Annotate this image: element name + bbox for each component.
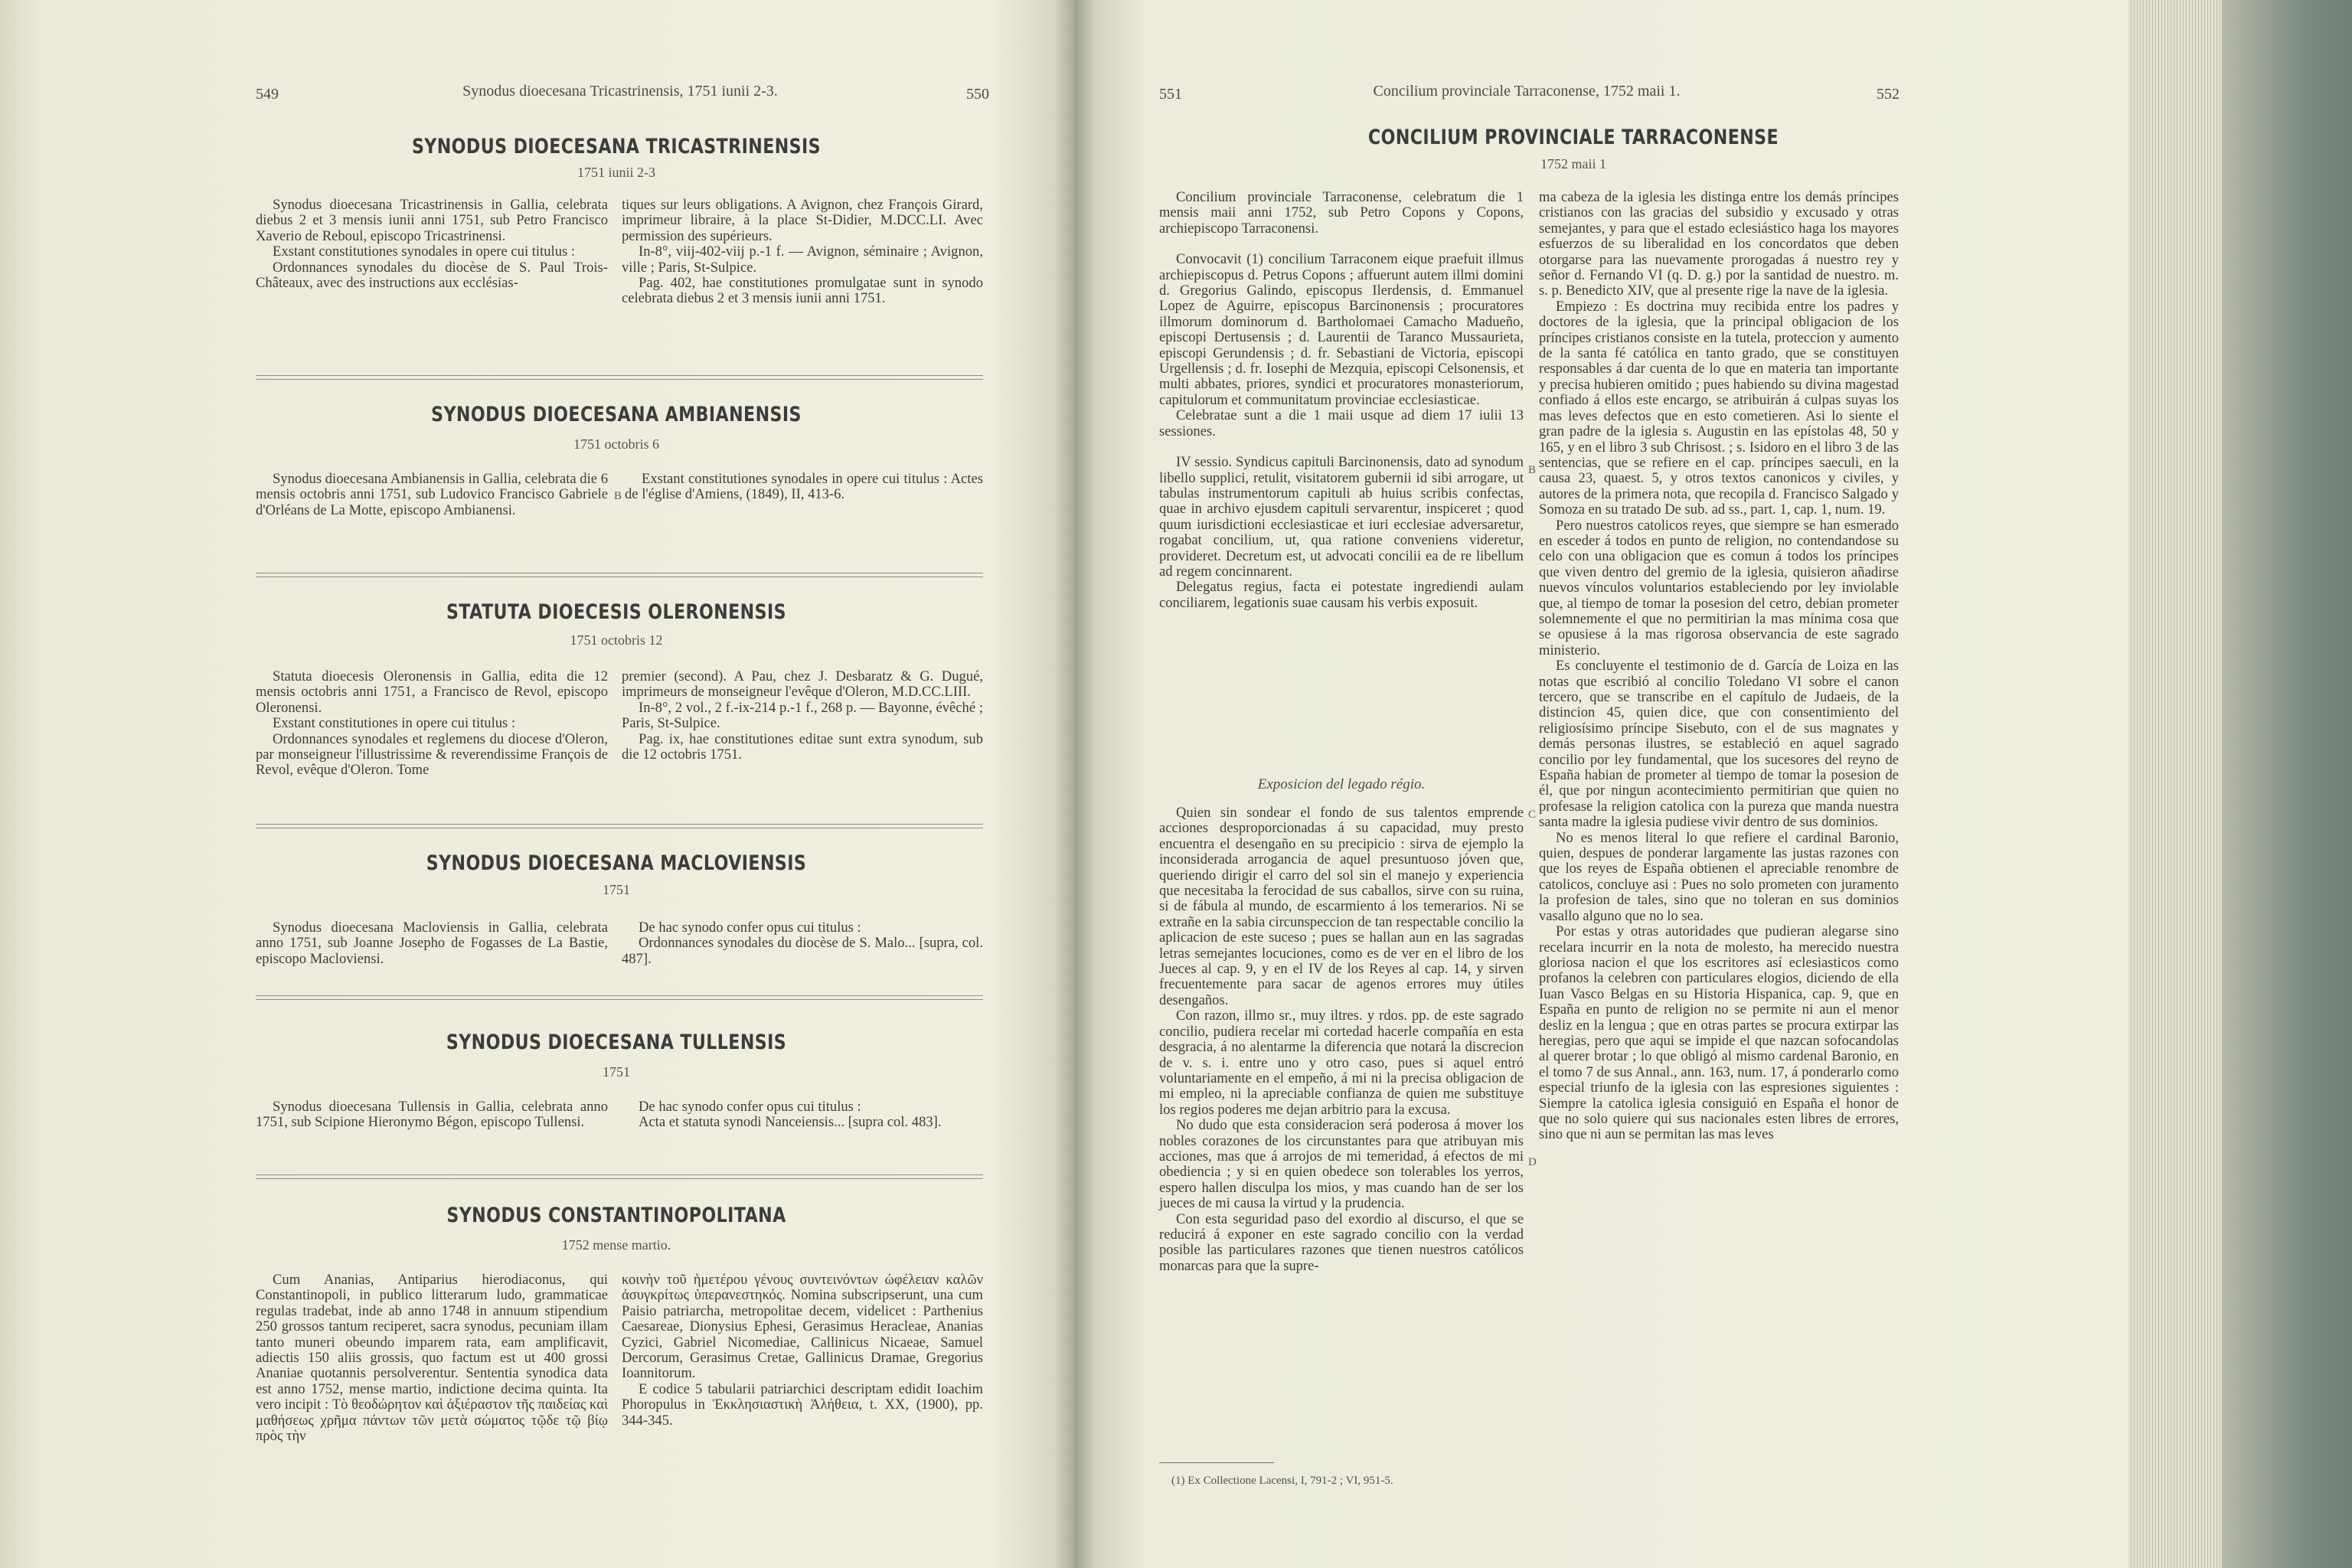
paragraph: Exstant constitutiones synodales in opere cui titulus : xyxy=(273,243,576,260)
section-date: 1751 octobris 12 xyxy=(570,632,663,648)
text-column xyxy=(256,472,608,518)
margin-letter: C xyxy=(1528,808,1537,821)
section-title: SYNODUS CONSTANTINOPOLITANA xyxy=(446,1204,786,1227)
section-title: STATUTA DIOECESIS OLERONENSIS xyxy=(446,600,786,624)
paragraph: IV sessio. Syndicus capituli Barcinonensis, dato ad synodum libello supplici, retulit, visitatorem gubernii id sibi arrogare, ut tabulas instrumentorum capituli ab huius scribis confectas, quae in archivo ejusdem capituli servarentur, inspiceret ; quod quum iurisdictioni ecclesiasticae et iuri ecclesiae adversaretur, rogabat concilium, ut, qua ratione conveniens videretur, provideret. Decretum est, ut advocati concilii ea de re libellum ad regem concinnarent. xyxy=(1159,454,1524,580)
text-column xyxy=(256,669,608,779)
text-column xyxy=(622,1099,983,1131)
paragraph: Pag. 402, hae constitutiones promulgatae sunt in synodo celebrata diebus 2 et 3 mensis iunii anni 1751. xyxy=(622,275,983,307)
paragraph: premier (second). A Pau, chez J. Desbaratz & G. Dugué, imprimeurs de monseigneur l'evêque d'Oleron, M.D.CC.LIII. xyxy=(622,668,983,701)
section-title: SYNODUS DIOECESANA MACLOVIENSIS xyxy=(426,851,807,875)
section-divider xyxy=(256,573,983,577)
paragraph: Delegatus regius, facta ei potestate ingrediendi aulam conciliarem, legationis suae causam his verbis exposuit. xyxy=(1159,579,1524,611)
footnote: (1) Ex Collectione Lacensi, I, 791-2 ; VI, 951-5. xyxy=(1171,1475,1393,1487)
margin-letter: B xyxy=(614,490,622,502)
margin-letter: B xyxy=(1528,464,1537,476)
paragraph: Acta et statuta synodi Nanceiensis... [supra col. 483]. xyxy=(639,1114,942,1131)
text-column xyxy=(622,920,983,967)
section-date: 1752 maii 1 xyxy=(1540,156,1606,172)
text-column xyxy=(256,198,608,291)
margin-letter: D xyxy=(1528,1156,1537,1168)
section-title: SYNODUS DIOECESANA AMBIANENSIS xyxy=(431,403,802,426)
paragraph: Concilium provinciale Tarraconense, celebratum die 1 mensis maii anni 1752, sub Petro Copons y Copons, archiepiscopo Tarraconensi. xyxy=(1159,189,1524,237)
paragraph: κοινὴν τοῦ ἡμετέρου γένους συντεινόντων ὠφέλειαν καλῶν ἀσυγκρίτως ὑπερανεστηκός. Nomina subscripserunt, una cum Paisio patriarcha, metropolitae decem, videlicet : Parthenius Caesareae, Dionysius Ephesi, Gerasimus Heracleae, Ananias Cyzici, Gabriel Nicomediae, Callinicus Nicaeae, Samuel Dercorum, Gerasimus Cretae, Gallinicus Dramae, Gregorius Ioannitorum. xyxy=(622,1272,983,1382)
section-title: CONCILIUM PROVINCIALE TARRACONENSE xyxy=(1367,126,1779,149)
paragraph: De hac synodo confer opus cui titulus : xyxy=(639,920,861,936)
paragraph: Pero nuestros catolicos reyes, que siempre se han esmerado en esceder á todos en punto de religion, no contendandose su celo con una obligacion que es comun á todos los príncipes que viven dentro del gremio de la iglesia, quisieron añadirse nuevos vínculos voluntarios estableciendo por ley inviolable que, al tiempo de tomar la posesion del cetro, debian prometer solemnemente el que no permitirian la mas mínima cosa que se opusiese á la mas rigorosa observancia de este sagrado ministerio. xyxy=(1539,517,1899,658)
paragraph: Es concluyente el testimonio de d. García de Loiza en las notas que escribió al concilio Toledano VI sobre el canon tercero, que se transcribe en el capítulo de Judaeis, de la distincion 45, quien dice, que con consentimiento del religiosísimo príncipe Sisebuto, con el de sus magnates y demás personas ilustres, se estableció en aquel sagrado concilio por ley fundamental, que los sucesores del reyno de España habian de prometer al tiempo de tomar la posesion de él, que por ningun acontecimiento permitirian que quien no profesase la religion catolica con la pureza que manda nuestra santa madre la iglesia pudiese vivir dentro de sus dominios. xyxy=(1539,658,1899,831)
section-title: SYNODUS DIOECESANA TULLENSIS xyxy=(446,1031,787,1054)
running-head: Synodus dioecesana Tricastrinensis, 1751 iunii 2-3. xyxy=(462,83,778,100)
footnote-rule xyxy=(1159,1462,1274,1463)
paragraph: Con razon, illmo sr., muy iltres. y rdos. pp. de este sagrado concilio, pudiera recelar mi cortedad hacerle compañía en esta desgracia, á no alentarme la diferencia que notará la discrecion de v. s. i. entre uno y otro caso, pues si aquel entró voluntariamente en el empeño, á mi ni la precisa obligacion de mi empleo, ni la apreciable confianza de quien me substituye los regios poderes me dejan arbitrio para la excusa. xyxy=(1159,1008,1524,1118)
paragraph: E codice 5 tabularii patriarchici descriptam edidit Ioachim Phoropulus in Ἐκκλησιαστικὴ Ἀλήθεια, t. XX, (1900), pp. 344-345. xyxy=(622,1380,983,1429)
paragraph: Convocavit (1) concilium Tarraconem eique praefuit illmus archiepiscopus d. Petrus Copons ; affuerunt autem illmi domini d. Gregorius Galindo, episcopus Ilerdensis, d. Emmanuel Lopez de Aguirre, episcopus Barcinonensis ; procuratores illmorum dominorum d. Bartholomaei Camacho Madueño, episcopi Dertusensis ; d. Laurentii de Taranco Mussaurieta, episcopi Gerundensis ; d. fr. Sebastiani de Victoria, episcopi Urgellensis ; d. fr. Iosephi de Mezquia, episcopi Celsonensis, et multi abbates, priores, syndici et procuratores monasteriorum, capitulorum et communitatum provinciae ecclesiasticae. xyxy=(1159,251,1524,408)
page-number-552: 552 xyxy=(1877,86,1900,103)
section-divider xyxy=(256,995,983,1000)
page-number-549: 549 xyxy=(256,86,279,103)
text-column xyxy=(256,1272,608,1444)
page-number-550: 550 xyxy=(966,86,989,103)
paragraph: In-8°, 2 vol., 2 f.-ix-214 p.-1 f., 268 p. — Bayonne, évêché ; Paris, St-Sulpice. xyxy=(622,699,983,732)
paragraph: Empiezo : Es doctrina muy recibida entre los padres y doctores de la iglesia, que la principal obligacion de los príncipes cristianos consiste en la tutela, proteccion y aumento de la santa fé católica en tanto grado, que se constituyen responsables á dar cuenta de lo que en materia tan importante y precisa hubieren omitido ; pues habiendo su divina magestad confiado á ellos este encargo, se atribuirán á culpas suyas los mas leves defectos que en esto cometieren. Asi lo siente el gran padre de la iglesia s. Augustin en las epístolas 48, 50 y 165, y en el libro 3 sub Chrisost. ; s. Isidoro en el libro 3 de las sentencias, que se refiere en el cap. príncipes saeculi, en la causa 23, quaest. 5, y otros textos canonicos y civiles, y autores de la primera nota, que recopila d. Francisco Salgado y Somoza en su tratado De sub. ad ss., part. 1, cap. 1, num. 19. xyxy=(1539,298,1899,518)
text-column xyxy=(622,198,983,307)
section-date: 1751 iunii 2-3 xyxy=(577,165,655,180)
section-date: 1752 mense martio. xyxy=(561,1237,671,1253)
section-title: SYNODUS DIOECESANA TRICASTRINENSIS xyxy=(411,135,822,158)
paragraph: Ordonnances synodales du diocèse de S. Malo... [supra, col. 487]. xyxy=(622,935,983,967)
section-date: 1751 xyxy=(603,1064,630,1080)
paragraph: No dudo que esta consideracion será poderosa á mover los nobles corazones de los circunstantes para que atribuyan mis acciones, mas que á arrojos de mi temeridad, á efectos de mi obediencia ; y si en quien obedece son tolerables los yerros, espero hallen disculpa los mios, y mas cuando han de ser los jueces de mi causa la virtud y la prudencia. xyxy=(1159,1117,1524,1212)
paragraph: Con esta seguridad paso del exordio al discurso, el que se reducirá á exponer en este sagrado concilio con la verdad posible las particulares razones que tienen nuestros católicos monarcas para que la supre- xyxy=(1159,1210,1524,1274)
page-edges xyxy=(2128,0,2352,1568)
paragraph: Exstant constitutiones synodales in opere cui titulus : Actes de l'église d'Amiens, (1849), II, 413-6. xyxy=(625,471,983,503)
text-column xyxy=(256,920,608,967)
text-column xyxy=(622,1272,983,1429)
running-head: Concilium provinciale Tarraconense, 1752 maii 1. xyxy=(1373,83,1681,100)
paragraph: De hac synodo confer opus cui titulus : xyxy=(639,1099,861,1115)
paragraph: Synodus dioecesana Tricastrinensis in Gallia, celebrata diebus 2 et 3 mensis iunii anni 1751, sub Petro Francisco Xaverio de Reboul, episcopo Tricastrinensi. xyxy=(256,197,608,244)
text-column xyxy=(625,472,983,503)
paragraph: No es menos literal lo que refiere el cardinal Baronio, quien, despues de ponderar largamente las justas razones con que los reyes de España obtienen el apreciable renombre de catolicos, concluye asi : Pues no solo prometen con juramento la profesion de tales, sino que no toleran en sus dominios vasallo alguno que no lo sea. xyxy=(1539,829,1899,924)
subsection-title: Exposicion del legado régio. xyxy=(1257,776,1426,792)
paragraph: Ordonnances synodales et reglemens du diocese d'Oleron, par monseigneur l'illustrissime & reverendissime François de Revol, evêque d'Oleron. Tome xyxy=(256,730,608,779)
paragraph: Exstant constitutiones in opere cui titulus : xyxy=(273,715,516,732)
paragraph: Statuta dioecesis Oleronensis in Gallia, edita die 12 mensis octobris anni 1751, a Francisco de Revol, episcopo Oleronensi. xyxy=(256,668,608,716)
paragraph: Synodus dioecesana Macloviensis in Gallia, celebrata anno 1751, sub Joanne Josepho de Fogasses de La Bastie, episcopo Macloviensi. xyxy=(256,920,608,967)
text-column xyxy=(622,669,983,763)
paragraph: tiques sur leurs obligations. A Avignon, chez François Girard, imprimeur libraire, à la place St-Didier, M.DCC.LI. Avec permission des supérieurs. xyxy=(622,197,983,244)
section-date: 1751 octobris 6 xyxy=(573,436,659,452)
paragraph: Synodus dioecesana Tullensis in Gallia, celebrata anno 1751, sub Scipione Hieronymo Bégon, episcopo Tullensi. xyxy=(256,1099,608,1131)
section-divider xyxy=(256,1174,983,1179)
section-divider xyxy=(256,375,983,380)
paragraph: In-8°, viij-402-viij p.-1 f. — Avignon, séminaire ; Avignon, ville ; Paris, St-Sulpice. xyxy=(622,243,983,276)
page-number-551: 551 xyxy=(1159,86,1182,103)
text-column xyxy=(256,1099,608,1131)
paragraph: Pag. ix, hae constitutiones editae sunt extra synodum, sub die 12 octobris 1751. xyxy=(622,730,983,763)
text-column xyxy=(1159,805,1524,1274)
paragraph: Cum Ananias, Antiparius hierodiaconus, qui Constantinopoli, in publico litterarum ludo, grammaticae regulas tradebat, inde ab anno 1748 in annuum stipendium 250 grossos tantum reciperet, sacra synodus, pecuniam illam tanto muneri obeundo imparem rata, eam amplificavit, adiectis 150 aliis grossis, quo factum est ut 400 grossi Ananiae quotannis persolverentur. Sententia synodica data est anno 1752, mense martio, indictione decima quinta. Ita vero incipit : Τὸ θεοδώρητον καὶ ἀξιέραστον τῆς παιδείας καὶ μαθήσεως χρῆμα πάντων τῶν μετὰ σώματος τῷδε τῷ βίῳ πρὸς τὴν xyxy=(256,1272,608,1445)
paragraph: Ordonnances synodales du diocèse de S. Paul Trois-Châteaux, avec des instructions aux ecclésias- xyxy=(256,259,608,292)
paragraph: Quien sin sondear el fondo de sus talentos emprende acciones desproporcionadas á su capacidad, muy presto encuentra el desengaño en su precipicio : sirva de ejemplo la inconsiderada arrogancia de aquel presuntuoso jóven que, queriendo dirigir el carro del sol sin el manejo y experiencia que necesitaba la ferocidad de sus caballos, sirve con su ruina, si de fábula al mundo, de escarmiento á los temerarios. Ni se extrañe en la sabia circunspeccion de tan respectable concilio la aplicacion de este suceso ; pues se hallan aun en las sagradas letras semejantes locuciones, como es de ver en el libro de los Jueces al cap. 9, y en el IV de los Reyes al cap. 14, y sirven frecuentemente para sacar de agenos errores muy útiles desengaños. xyxy=(1159,805,1524,1008)
paragraph: ma cabeza de la iglesia les distinga entre los demás príncipes cristianos con las gracias del subsidio y excusado y otras semejantes, y para que el estado eclesiástico haga los mayores esfuerzos de su liberalidad en los concordatos que deben otorgarse para las nuevamente prorogadas á nuestro rey y señor d. Fernando VI (q. D. g.) por la santidad de nuestro. m. s. p. Benedicto XIV, que al presente rige la nave de la iglesia. xyxy=(1539,189,1899,299)
section-divider xyxy=(256,824,983,828)
section-date: 1751 xyxy=(603,882,630,897)
paragraph: Synodus dioecesana Ambianensis in Gallia, celebrata die 6 mensis octobris anni 1751, sub Ludovico Francisco Gabriele d'Orléans de La Motte, episcopo Ambianensi. xyxy=(256,471,608,518)
paragraph: Por estas y otras autoridades que pudieran alegarse sino recelara incurrir en la nota de molesto, ha merecido nuestra gloriosa nacion el que los escritores así eclesiasticos como profanos la celebren con particulares elogios, diciendo de ella Iuan Vasco Belgas en su Historia Hispanica, cap. 9, que en España en punto de religion no se permite ni aun el menor desliz en la lengua ; que en otras partes se procura extirpar las heregias, pero que aqui se impide el que nazcan sofocandolas al querer brotar ; lo que obligó al mismo cardenal Baronio, en el tomo 7 de sus Annal., ann. 163, num. 17, á ponderarlo como especial triunfo de la iglesia con las espresiones siguientes : Siempre la catolica iglesia consiguió en España el honor de que no solo quiere qui sus nacionales esten libres de errores, sino que ni aun se permitan las mas leves xyxy=(1539,923,1899,1143)
paragraph: Celebratae sunt a die 1 maii usque ad diem 17 iulii 13 sessiones. xyxy=(1159,407,1524,439)
text-column xyxy=(1159,190,1524,611)
text-column xyxy=(1539,190,1899,1143)
